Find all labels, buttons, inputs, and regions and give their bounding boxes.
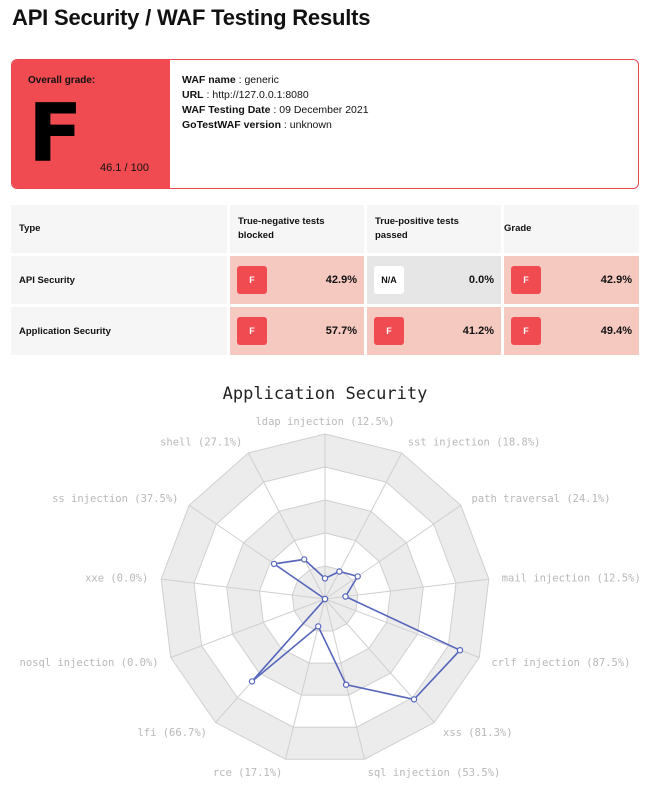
- grade-badge: F: [374, 317, 404, 345]
- header-grade: Grade: [504, 205, 639, 253]
- grade-badge: F: [511, 317, 541, 345]
- radar-data-point: [322, 576, 327, 581]
- url-label: URL: [182, 89, 204, 101]
- summary-header-row: [11, 205, 639, 253]
- url-line: URL : http://127.0.0.1:8080: [182, 89, 309, 101]
- radar-data-point: [355, 574, 360, 579]
- summary-table: [11, 205, 639, 358]
- waf-info: [182, 73, 369, 133]
- tn-cell: [230, 256, 364, 304]
- summary-row-application-security: [11, 307, 639, 355]
- date-label: WAF Testing Date: [182, 104, 271, 116]
- grade-badge: F: [237, 317, 267, 345]
- overall-grade-box: [12, 60, 170, 188]
- radar-axis-label: sql injection (53.5%): [367, 766, 501, 779]
- radar-axis-label: nosql injection (0.0%): [19, 657, 159, 670]
- radar-axis-label: sst injection (18.8%): [407, 436, 541, 449]
- percent-value: 42.9%: [325, 274, 357, 286]
- radar-axis-label: lfi (66.7%): [137, 727, 207, 740]
- waf-name-label: WAF name: [182, 74, 236, 86]
- radar-data-point: [411, 697, 416, 702]
- url-value: http://127.0.0.1:8080: [212, 89, 309, 101]
- radar-axis-label: rce (17.1%): [212, 766, 283, 779]
- tn-cell: [230, 307, 364, 355]
- radar-data-point: [302, 557, 307, 562]
- radar-data-point: [316, 624, 321, 629]
- radar-data-point: [272, 561, 277, 566]
- percent-value: 0.0%: [468, 274, 494, 286]
- waf-name-line: WAF name : generic: [182, 74, 279, 86]
- grade-badge: N/A: [374, 266, 404, 294]
- radar-axis-label: shell (27.1%): [160, 436, 243, 449]
- date-value: 09 December 2021: [279, 104, 369, 116]
- radar-axis-label: ldap injection (12.5%): [255, 416, 395, 428]
- header-true-positive: True-positive tests passed: [367, 205, 501, 253]
- overall-grade-score: 46.1 / 100: [100, 162, 149, 174]
- page-title: API Security / WAF Testing Results: [12, 5, 371, 30]
- radar-data-point: [343, 594, 348, 599]
- percent-value: 41.2%: [462, 325, 494, 337]
- overall-grade-card: [11, 59, 639, 189]
- date-line: WAF Testing Date : 09 December 2021: [182, 104, 369, 116]
- version-label: GoTestWAF version: [182, 119, 281, 131]
- percent-value: 57.7%: [325, 325, 357, 337]
- chart-title: Application Security: [222, 384, 428, 404]
- radar-chart: [0, 375, 650, 792]
- radar-axis-label: xss (81.3%): [443, 727, 513, 740]
- grade-cell: [504, 307, 639, 355]
- tp-cell: [367, 307, 501, 355]
- grade-badge: F: [237, 266, 267, 294]
- radar-axis-label: path traversal (24.1%): [471, 492, 611, 505]
- header-type: Type: [11, 205, 227, 253]
- tp-cell: [367, 256, 501, 304]
- row-type-label: API Security: [11, 256, 227, 304]
- radar-data-point: [344, 682, 349, 687]
- overall-grade-letter: F: [28, 87, 83, 180]
- radar-axis-label: xxe (0.0%): [85, 572, 149, 585]
- version-value: unknown: [289, 119, 332, 131]
- waf-name-value: generic: [244, 74, 279, 86]
- grade-cell: [504, 256, 639, 304]
- radar-axis-label: crlf injection (87.5%): [491, 657, 631, 670]
- radar-axis-label: mail injection (12.5%): [501, 572, 641, 585]
- percent-value: 42.9%: [600, 274, 632, 286]
- radar-data-point: [249, 679, 254, 684]
- row-type-label: Application Security: [11, 307, 227, 355]
- version-line: GoTestWAF version : unknown: [182, 119, 332, 131]
- radar-data-point: [322, 596, 327, 601]
- radar-axis-label: ss injection (37.5%): [52, 492, 179, 505]
- radar-data-point: [337, 569, 342, 574]
- header-true-negative: True-negative tests blocked: [230, 205, 364, 253]
- radar-data-point: [457, 648, 462, 653]
- overall-grade-label: Overall grade:: [28, 75, 96, 86]
- grade-badge: F: [511, 266, 541, 294]
- percent-value: 49.4%: [600, 325, 632, 337]
- summary-row-api-security: [11, 256, 639, 304]
